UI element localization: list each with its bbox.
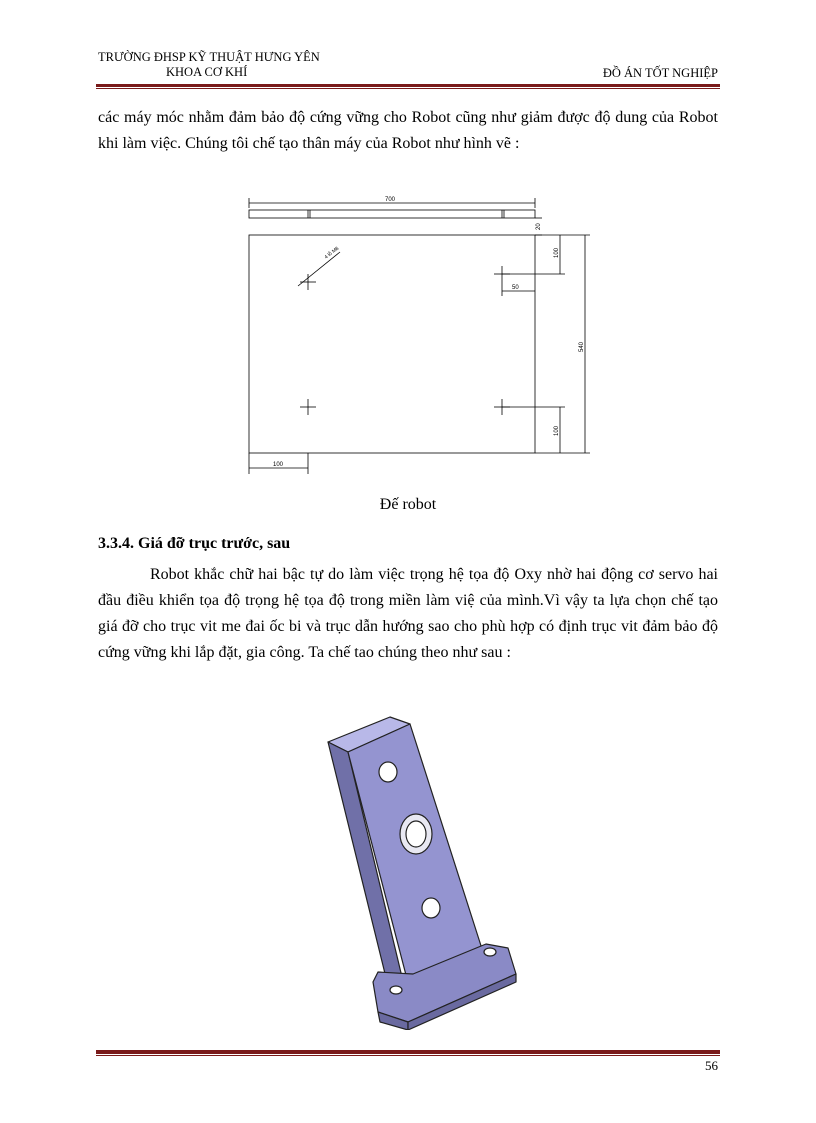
hole-top-right: [494, 266, 510, 282]
dim-hole-side-label: 50: [512, 285, 519, 291]
dim-thickness-label: 20: [536, 223, 542, 230]
plate-front-view: [249, 235, 535, 453]
footer-rule: [96, 1050, 720, 1054]
dim-height-label: 540: [579, 341, 585, 352]
dim-hole-left-label: 100: [273, 462, 284, 468]
header-left: [98, 50, 320, 80]
plate-top-view: [249, 210, 535, 218]
section-heading: 3.3.4. Giá đỡ trục trước, sau: [98, 535, 291, 552]
dim-hole-bottom-label: 100: [554, 425, 560, 436]
paragraph-1: các máy móc nhằm đảm bảo độ cứng vững cho Robot cũng như giảm được độ dung của Robot khi làm việc. Chúng tôi chế tạo thân máy của Robot như hình vẽ :: [98, 109, 718, 152]
hole-note-label: 4 lỗ M8: [323, 245, 341, 261]
dim-hole-top-label: 100: [554, 247, 560, 258]
school-name: TRƯỜNG ĐHSP KỸ THUẬT HƯNG YÊN: [98, 50, 320, 64]
figure-caption: Đế robot: [379, 496, 437, 513]
header-rule: [96, 84, 720, 87]
page-number: 56: [705, 1058, 718, 1073]
hole-bottom-right: [494, 399, 510, 415]
footer-rule-thin: [96, 1055, 720, 1056]
doc-type: ĐỒ ÁN TỐT NGHIỆP: [602, 66, 718, 80]
dim-width-label: 700: [385, 197, 396, 203]
hole-bottom-left: [300, 399, 316, 415]
robot-base-drawing: [240, 194, 600, 476]
paragraph-2: Robot khắc chữ hai bậc tự do làm việc trọng hệ tọa độ Oxy nhờ hai động cơ servo hai đầu điều khiển tọa độ trọng hệ tọa độ trong miền làm việ của mình.Vì vậy ta lựa chọn chế tạo giá đỡ cho trục vit me đai ốc bi và trục dẫn hướng sao cho phù hợp có định trục vit đảm bảo độ cứng vững khi lắp đặt, gia công. Ta chế tao chúng theo như sau :: [98, 566, 718, 661]
faculty-name: KHOA CƠ KHÍ: [166, 65, 248, 79]
header-rule-thin: [96, 88, 720, 89]
shaft-support-3d-image: [318, 712, 523, 1030]
